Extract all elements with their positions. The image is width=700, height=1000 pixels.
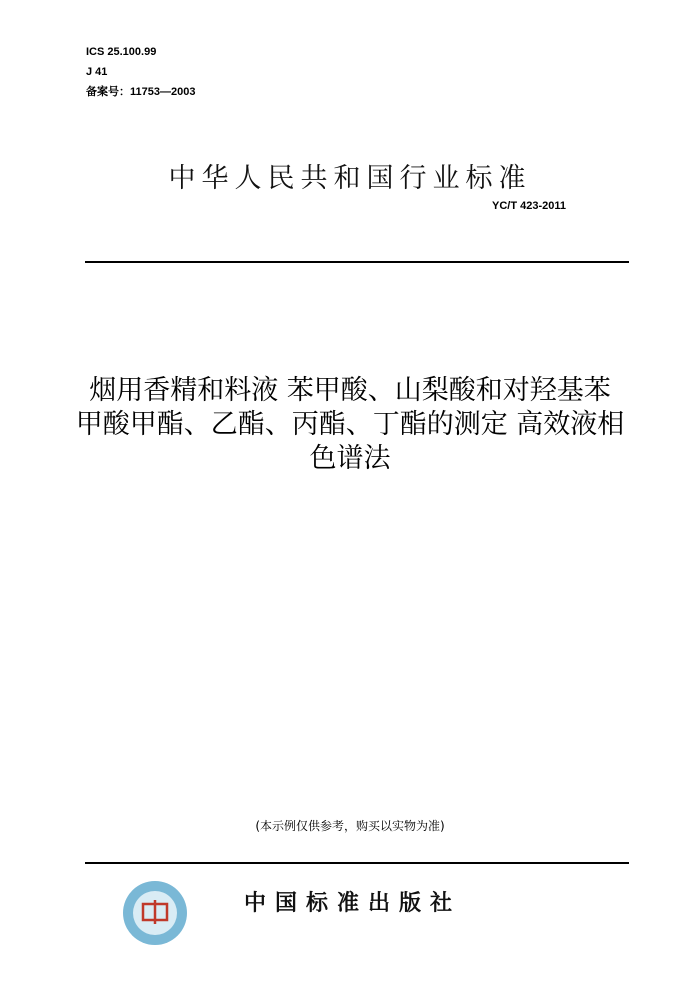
sample-notice: (本示例仅供参考，购买以实物为准)	[255, 819, 445, 833]
top-divider	[85, 261, 629, 263]
standard-type-heading: 中华人民共和国行业标准	[168, 163, 532, 194]
standard-number: YC/T 423-2011	[492, 200, 566, 212]
classification-code: J 41	[86, 66, 108, 78]
ics-code: ICS 25.100.99	[86, 46, 157, 58]
publisher-seal-icon	[122, 880, 188, 946]
title-line-3: 色谱法	[309, 443, 391, 474]
title-line-2: 甲酸甲酯、乙酯、丙酯、丁酯的测定 高效液相	[75, 409, 625, 440]
bottom-divider	[85, 862, 629, 864]
title-line-1: 烟用香精和料液 苯甲酸、山梨酸和对羟基苯	[89, 375, 611, 406]
document-title	[40, 374, 660, 476]
publisher-name: 中国标准出版社	[244, 891, 462, 916]
document-metadata	[86, 42, 195, 102]
filing-number: 备案号：11753—2003	[86, 86, 196, 98]
